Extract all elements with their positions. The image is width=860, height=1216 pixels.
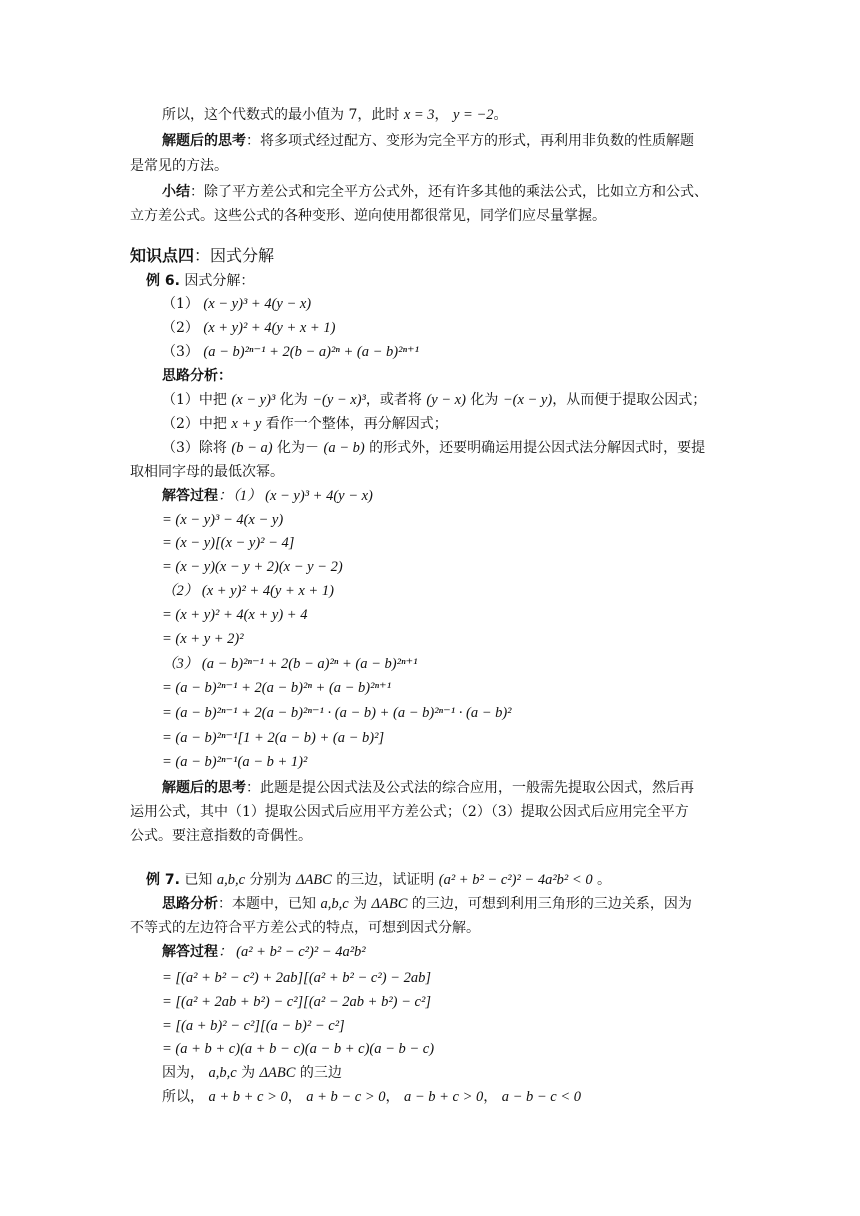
solution-line: [162, 556, 343, 578]
solution-line: [162, 628, 244, 650]
math: a + b + c > 0: [208, 1089, 288, 1105]
text-line: [162, 413, 448, 435]
item-number: （1）: [162, 296, 199, 312]
text: 运用公式，其中（1）提取公因式后应用平方差公式；（2）（3）提取公因式后应用完全平方: [130, 804, 689, 820]
math: = [(a² + b² − c²) + 2ab][(a² + b² − c²) − 2ab]: [162, 970, 431, 986]
item-number: （3）: [162, 344, 199, 360]
math: a + b − c > 0: [306, 1089, 386, 1105]
text: 因为，: [162, 1065, 204, 1081]
math: = (x + y + 2)²: [162, 631, 244, 647]
math: a − b − c < 0: [501, 1089, 581, 1105]
bold-label: 小结: [162, 184, 190, 200]
math: (y − x): [426, 392, 466, 408]
text-line: [162, 389, 706, 411]
text: ：本题中，已知: [218, 896, 316, 912]
math: = (x − y)[(x − y)² − 4]: [162, 535, 295, 551]
solution-line: [162, 485, 373, 507]
item-number: （2）: [162, 320, 199, 336]
solution-line: [162, 727, 384, 749]
text-line: [130, 155, 228, 177]
text: 。: [597, 872, 612, 888]
math: (x − y)³: [231, 392, 276, 408]
text: （3）除将: [162, 440, 227, 456]
math: ΔABC: [259, 1065, 296, 1081]
math: = [(a² + 2ab + b²) − c²][(a² − 2ab + b²) − c²]: [162, 994, 431, 1010]
math: = (a − b)²ⁿ⁻¹(a − b + 1)²: [162, 754, 308, 770]
solution-line: [162, 941, 366, 963]
text: 不等式的左边符合平方差公式的特点，可想到因式分解。: [130, 920, 480, 936]
text: 因式分解：: [184, 273, 255, 289]
text: （1）中把: [162, 392, 227, 408]
math: = [(a + b)² − c²][(a − b)² − c²]: [162, 1018, 345, 1034]
text: 已知: [184, 872, 213, 888]
text-line: [162, 1086, 581, 1108]
math: (a − b)²ⁿ⁻¹ + 2(b − a)²ⁿ + (a − b)²ⁿ⁺¹: [203, 344, 420, 360]
bold-label: 解题后的思考: [162, 133, 246, 149]
example-label: 例 6.: [146, 273, 180, 289]
text: 的三边，可想到利用三角形的三边关系，因为: [411, 896, 692, 912]
text: 是常见的方法。: [130, 158, 228, 174]
bold-label: 解答过程: [162, 488, 218, 504]
math: ： (a² + b² − c²)² − 4a²b²: [218, 944, 366, 960]
text-line: [162, 777, 694, 799]
text-line: [130, 917, 480, 939]
math: = (a − b)²ⁿ⁻¹ + 2(a − b)²ⁿ + (a − b)²ⁿ⁺¹: [162, 680, 392, 696]
text: 所以，: [162, 1089, 204, 1105]
text: （2）中把: [162, 416, 227, 432]
text: ，: [385, 1089, 400, 1105]
text: 的三边: [299, 1065, 342, 1081]
bold-label: 解题后的思考: [162, 780, 246, 796]
solution-line: [162, 653, 418, 675]
math: (x + y)² + 4(y + x + 1): [203, 320, 336, 336]
text: 化为: [279, 392, 308, 408]
section-heading-text: ：因式分解: [194, 246, 275, 265]
text: 公式。要注意指数的奇偶性。: [130, 828, 312, 844]
text-line: [162, 437, 705, 459]
math: = (x − y)(x − y + 2)(x − y − 2): [162, 559, 343, 575]
text: ，: [483, 1089, 498, 1105]
text: 分别为: [249, 872, 292, 888]
math: −(x − y): [502, 392, 553, 408]
bold-label: 思路分析: [162, 896, 218, 912]
solution-line: [162, 604, 307, 626]
bold-label: 解答过程: [162, 944, 218, 960]
solution-line: [162, 509, 283, 531]
solution-line: [162, 751, 307, 773]
text: 为: [241, 1065, 256, 1081]
text: 化为－: [277, 440, 320, 456]
math: ΔABC: [295, 872, 332, 888]
text: ：此题是提公因式法及公式法的综合应用，一般需先提取公因式，然后再: [246, 780, 694, 796]
text: 。: [493, 107, 508, 123]
math: (b − a): [231, 440, 273, 456]
analysis-heading: [162, 365, 232, 387]
section-heading: [130, 245, 274, 267]
text-line: [130, 205, 606, 227]
math: = (x − y)³ − 4(x − y): [162, 512, 284, 528]
solution-line: [162, 991, 431, 1013]
text: ：将多项式经过配方、变形为完全平方的形式，再利用非负数的性质解题: [246, 133, 694, 149]
math: a,b,c: [216, 872, 246, 888]
math: (a − b): [323, 440, 365, 456]
math: = (x + y)² + 4(x + y) + 4: [162, 607, 308, 623]
math: （3） (a − b)²ⁿ⁻¹ + 2(b − a)²ⁿ + (a − b)²ⁿ⁺¹: [162, 656, 418, 672]
text: 的三边，试证明: [336, 872, 435, 888]
math: (a² + b² − c²)² − 4a²b² < 0: [438, 872, 593, 888]
problem-item: [162, 341, 419, 363]
math: = (a − b)²ⁿ⁻¹ + 2(a − b)²ⁿ⁻¹ · (a − b) + (a − b)²ⁿ⁻¹ · (a − b)²: [162, 705, 512, 721]
text: ，或者将: [365, 392, 422, 408]
math: x = 3: [403, 107, 435, 123]
section-heading-bold: 知识点四: [130, 246, 195, 265]
solution-line: [162, 1038, 434, 1060]
text-line: [162, 181, 708, 203]
example-title: [146, 869, 611, 891]
text: ：除了平方差公式和完全平方公式外，还有许多其他的乘法公式，比如立方和公式、: [190, 184, 708, 200]
text: 的形式外，还要明确运用提公因式法分解因式时，要提: [369, 440, 706, 456]
text: 所以，这个代数式的最小值为 7，此时: [162, 107, 400, 123]
solution-line: [162, 580, 334, 602]
text: 化为: [470, 392, 499, 408]
math: a,b,c: [320, 896, 349, 912]
math: ΔABC: [371, 896, 408, 912]
text-line: [162, 104, 508, 126]
solution-line: [162, 967, 431, 989]
solution-line: [162, 1015, 345, 1037]
text-line: [162, 130, 694, 152]
text-line: [130, 801, 689, 823]
problem-item: [162, 293, 311, 315]
text: ，: [434, 107, 449, 123]
text: ，从而便于提取公因式；: [552, 392, 707, 408]
math: ：（1） (x − y)³ + 4(y − x): [218, 488, 373, 504]
problem-item: [162, 317, 335, 339]
text: 取相同字母的最低次幂。: [130, 464, 284, 480]
text-line: [130, 825, 312, 847]
math: = (a + b + c)(a + b − c)(a − b + c)(a − b − c): [162, 1041, 435, 1057]
text: 立方差公式。这些公式的各种变形、逆向使用都很常见，同学们应尽量掌握。: [130, 208, 606, 224]
text: ，: [287, 1089, 302, 1105]
bold-label: 思路分析：: [162, 368, 232, 384]
math: x + y: [231, 416, 262, 432]
text-line: [162, 893, 692, 915]
text-line: [130, 461, 284, 483]
text-line: [162, 1062, 342, 1084]
text: 为: [353, 896, 368, 912]
math: −(y − x)³: [312, 392, 366, 408]
math: （2） (x + y)² + 4(y + x + 1): [162, 583, 334, 599]
text: 看作一个整体，再分解因式；: [265, 416, 448, 432]
example-label: 例 7.: [146, 872, 180, 888]
solution-line: [162, 532, 294, 554]
math: a − b + c > 0: [403, 1089, 484, 1105]
math: a,b,c: [208, 1065, 237, 1081]
math: (x − y)³ + 4(y − x): [203, 296, 312, 312]
math: = (a − b)²ⁿ⁻¹[1 + 2(a − b) + (a − b)²]: [162, 730, 385, 746]
solution-line: [162, 702, 512, 724]
solution-line: [162, 677, 391, 699]
math: y = −2: [453, 107, 494, 123]
example-title: [146, 270, 254, 292]
